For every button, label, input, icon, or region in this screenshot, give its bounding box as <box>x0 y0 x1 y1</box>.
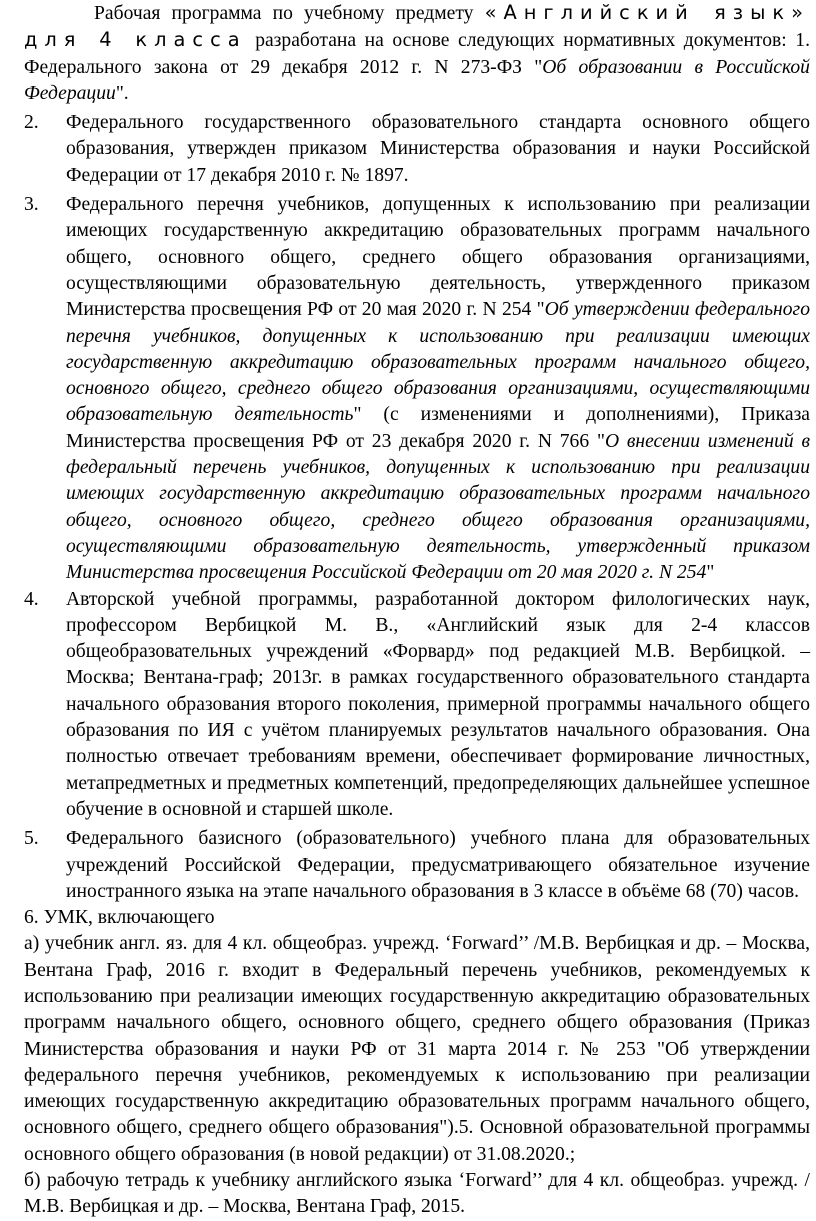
umk-heading: 6. УМК, включающего <box>24 907 215 929</box>
list-number: 2. <box>24 112 39 134</box>
umk-item-a: а) учебник англ. яз. для 4 кл. общеобраз. учрежд. ‘Forward’’ /М.В. Вербицкая и др. – Москва, Вентана Граф, 2016 г. входит в Федеральный перечень учебников, рекомендуемых к использованию при реализации имеющих государственную аккредитацию образовательных программ начального общего, основного общего, среднего общего образования (Приказ Министерства образования и науки РФ от 31 марта 2014 г. № 253 "Об утверждении федерального перечня учебников, рекомендуемых к использованию при реализации имеющих государственную аккредитацию образовательных программ начального общего, основного общего, среднего общего образования").5. Основной образовательной программы основного общего образования (в новой редакции) от 31.08.2020.; <box>24 933 810 1165</box>
list-number: 3. <box>24 194 39 216</box>
list-item-4: 4. Авторской учебной программы, разработанной доктором филологических наук, профессором Вербицкой М. В., «Английский язык для 2-4 классов общеобразовательных учреждений «Форвард» под редакцией М.В. Вербицкой. – Москва; Вентана-граф; 2013г. в рамках государственного образовательного стандарта начального образования второго поколения, примерной программы начального общего образования по ИЯ с учётом планируемых результатов начального образования. Она полностью отвечает требованиям времени, обеспечивает формирование личностных, метапредметных и предметных компетенций, предопределяющих дальнейшее успешное обучение в основной и старшей школе. <box>24 588 810 820</box>
intro-paragraph: Рабочая программа по учебному предмету «Английский язык» для 4 класса разработана на основе следующих нормативных документов: 1. Федерального закона от 29 декабря 2012 г. N 273-ФЗ "Об образовании в Российской Федерации". <box>24 1 810 104</box>
list-number: 5. <box>24 828 39 850</box>
list-item-2: 2. Федерального государственного образовательного стандарта основного общего образования, утвержден приказом Министерства образования и науки Российской Федерации от 17 декабря 2010 г. № 1897. <box>24 112 810 186</box>
umk-item-b: б) рабочую тетрадь к учебнику английского языка ‘Forward’’ для 4 кл. общеобраз. учрежд. / М.В. Вербицкая и др. – Москва, Вентана Граф, 2015. <box>24 1170 810 1218</box>
list-number: 4. <box>24 588 39 610</box>
list-item-5: 5. Федерального базисного (образовательного) учебного плана для образовательных учреждений Российской Федерации, предусматривающего обязательное изучение иностранного языка на этапе начального образования в 3 классе в объёме 68 (70) часов. <box>24 828 810 902</box>
list-item-3: 3. Федерального перечня учебников, допущенных к использованию при реализации имеющих государственную аккредитацию образовательных программ начального общего, основного общего, среднего общего образования организациями, осуществляющими образовательную деятельность, утвержденного приказом Министерства просвещения РФ от 20 мая 2020 г. N 254 "Об утверждении федерального перечня учебников, допущенных к использованию при реализации имеющих государственную аккредитацию образовательных программ начального общего, основного общего, среднего общего образования организациями, осуществляющими образовательную деятельность" (с изменениями и дополнениями), Приказа Министерства просвещения РФ от 23 декабря 2020 г. N 766 "О внесении изменений в федеральный перечень учебников, допущенных к использованию при реализации имеющих государственную аккредитацию образовательных программ начального общего, основного общего, среднего общего образования организациями, осуществляющими образовательную деятельность, утвержденный приказом Министерства просвещения Российской Федерации от 20 мая 2020 г. N 254" <box>24 194 811 584</box>
